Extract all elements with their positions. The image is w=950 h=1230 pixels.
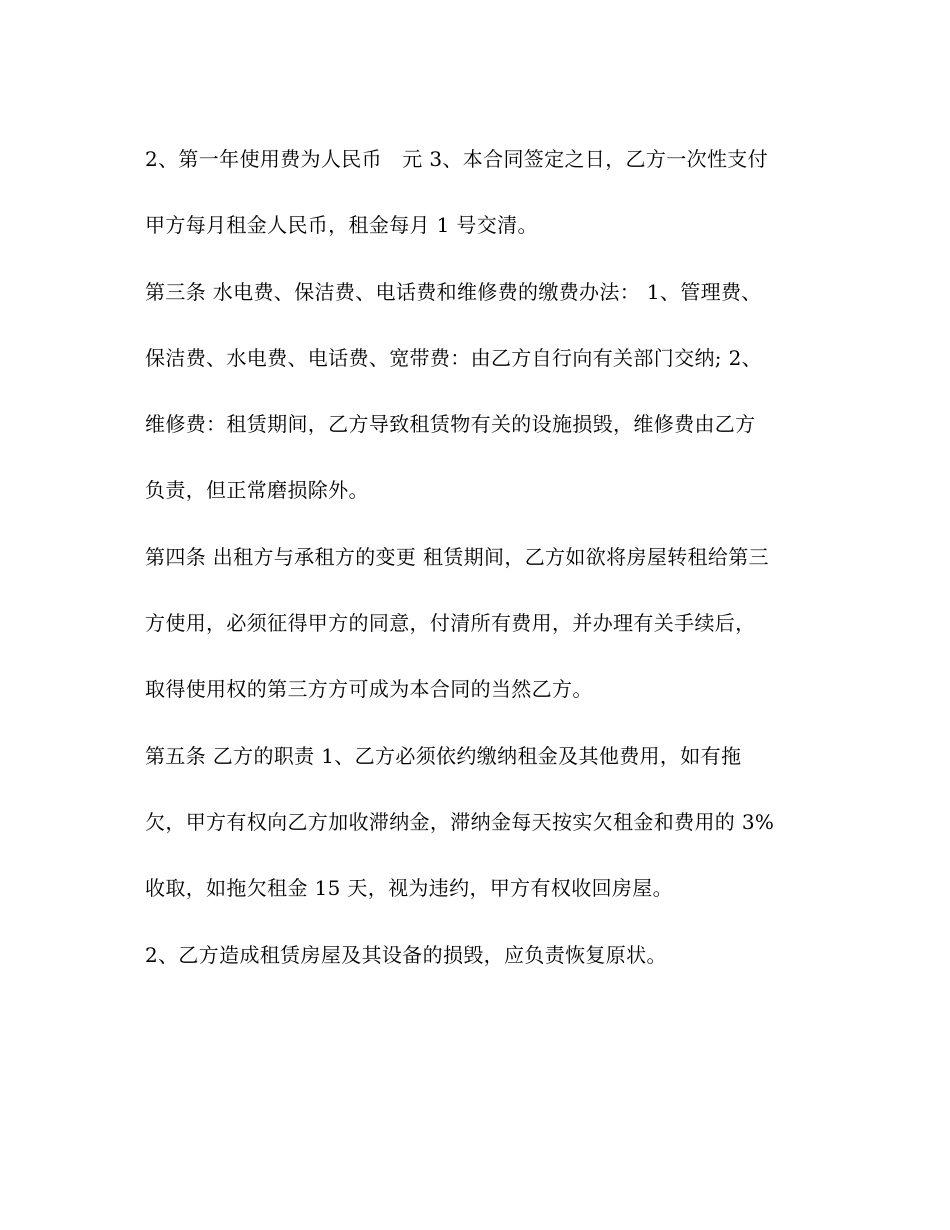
text-line: 2、乙方造成租赁房屋及其设备的损毁，应负责恢复原状。 xyxy=(145,942,667,967)
text-line: 第三条 水电费、保洁费、电话费和维修费的缴费办法： 1、管理费、 xyxy=(145,279,762,304)
text-line: 保洁费、水电费、电话费、宽带费：由乙方自行向有关部门交纳; 2、 xyxy=(145,345,763,370)
text-line: 维修费：租赁期间，乙方导致租赁物有关的设施损毁，维修费由乙方 xyxy=(145,412,756,437)
text-line: 取得使用权的第三方方可成为本合同的当然乙方。 xyxy=(145,677,593,702)
text-line: 欠，甲方有权向乙方加收滞纳金，滞纳金每天按实欠租金和费用的 3% xyxy=(145,809,775,834)
text-line: 2、第一年使用费为人民币 元 3、本合同签定之日，乙方一次性支付 xyxy=(145,147,769,171)
text-line: 收取，如拖欠租金 15 天，视为违约，甲方有权收回房屋。 xyxy=(145,876,673,901)
text-line: 第五条 乙方的职责 1、乙方必须依约缴纳租金及其他费用，如有拖 xyxy=(145,743,742,768)
document-body xyxy=(145,136,825,998)
text-line: 方使用，必须征得甲方的同意，付清所有费用，并办理有关手续后， xyxy=(145,611,756,636)
text-line: 第四条 出租方与承租方的变更 租赁期间，乙方如欲将房屋转租给第三 xyxy=(145,544,769,569)
text-line: 甲方每月租金人民币，租金每月 1 号交清。 xyxy=(145,213,538,238)
text-line: 负责，但正常磨损除外。 xyxy=(145,478,369,503)
